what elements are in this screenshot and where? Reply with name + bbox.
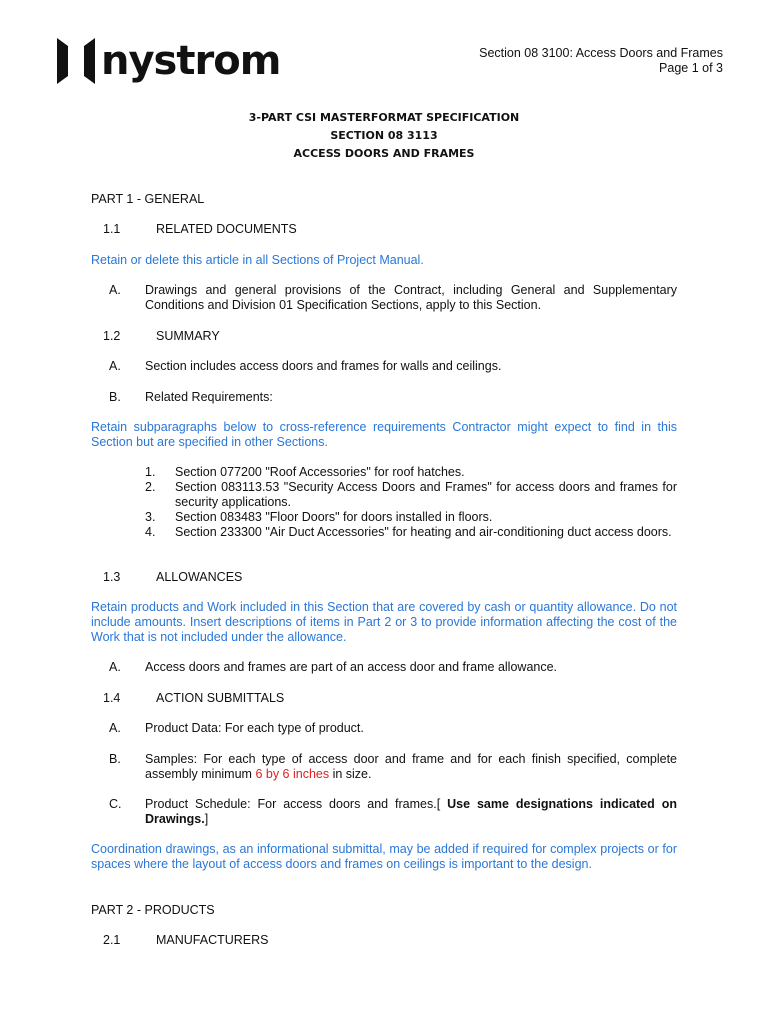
note-1-4: Coordination drawings, as an informational submittal, may be added if required for complex projects or for spaces where the layout of access doors and frames on ceilings is important to the design. — [91, 842, 677, 871]
article-2-1-number: 2.1 — [103, 933, 121, 947]
article-2-1-title: MANUFACTURERS — [156, 933, 269, 947]
page-header — [479, 46, 723, 76]
para-1-4-c-bold: Use same designations indicated on Drawings. — [145, 797, 677, 826]
list-item — [145, 480, 677, 510]
para-1-4-b-text-end: in size. — [329, 767, 372, 781]
note-1-2: Retain subparagraphs below to cross-reference requirements Contractor might expect to find in this Section but are specified in other Sections. — [91, 420, 677, 449]
article-1-3-title: ALLOWANCES — [156, 570, 243, 584]
para-1-4-b-text — [145, 752, 677, 782]
para-1-4-c-text-start: Product Schedule: For access doors and frames.[ — [145, 797, 441, 811]
para-1-3-a-letter: A. — [109, 660, 121, 674]
para-1-4-c-letter: C. — [109, 797, 122, 811]
para-1-2-a-text: Section includes access doors and frames for walls and ceilings. — [145, 359, 502, 373]
title-line-3: ACCESS DOORS AND FRAMES — [293, 147, 475, 160]
related-requirements-list — [145, 465, 677, 540]
para-1-4-c-text-end: ] — [204, 812, 209, 826]
article-1-2-title: SUMMARY — [156, 329, 220, 343]
list-item-number: 4. — [145, 525, 156, 539]
list-item — [145, 525, 677, 540]
part-1-heading: PART 1 - GENERAL — [91, 192, 205, 206]
para-1-1-a-text: Drawings and general provisions of the Contract, including General and Supplementary Conditions and Division 01 Specification Sections, apply to this Section. — [145, 283, 677, 312]
title-line-1: 3-PART CSI MASTERFORMAT SPECIFICATION — [248, 111, 520, 124]
para-1-4-a-text: Product Data: For each type of product. — [145, 721, 364, 735]
para-1-4-b-letter: B. — [109, 752, 121, 766]
para-1-2-b-text: Related Requirements: — [145, 390, 273, 404]
list-item — [145, 510, 677, 525]
note-1-1: Retain or delete this article in all Sections of Project Manual. — [91, 253, 424, 267]
part-2-heading: PART 2 - PRODUCTS — [91, 903, 215, 917]
list-item-text: Section 077200 "Roof Accessories" for roof hatches. — [175, 465, 465, 479]
sample-size-value: 6 by 6 inches — [255, 767, 330, 781]
list-item-text: Section 083113.53 "Security Access Doors and Frames" for access doors and frames for security applications. — [175, 480, 677, 509]
document-title — [0, 109, 768, 163]
article-1-1-number: 1.1 — [103, 222, 121, 236]
header-section: Section 08 3100: Access Doors and Frames — [479, 46, 723, 60]
para-1-2-b-letter: B. — [109, 390, 121, 404]
para-1-3-a-text: Access doors and frames are part of an access door and frame allowance. — [145, 660, 558, 674]
header-page-number: Page 1 of 3 — [659, 61, 723, 75]
list-item-number: 3. — [145, 510, 156, 524]
title-line-2: SECTION 08 3113 — [330, 129, 438, 142]
note-1-3: Retain products and Work included in this Section that are covered by cash or quantity allowance. Do not include amounts. Insert descriptions of items in Part 2 or 3 to provide information affecting the cost of the Work that is not included under the allowance. — [91, 600, 677, 644]
nystrom-logo-mark-icon — [57, 38, 95, 84]
para-1-4-b-text-start: Samples: For each type of access door and frame and for each finish specified, complete assembly minimum — [145, 752, 677, 781]
brand-name: nystrom — [101, 38, 281, 84]
para-1-4-a-letter: A. — [109, 721, 121, 735]
article-1-4-title: ACTION SUBMITTALS — [156, 691, 285, 705]
para-1-2-a-letter: A. — [109, 359, 121, 373]
para-1-4-c-text — [145, 797, 677, 827]
list-item-text: Section 083483 "Floor Doors" for doors installed in floors. — [175, 510, 493, 524]
nystrom-logo — [57, 38, 280, 84]
list-item-number: 1. — [145, 465, 156, 479]
article-1-2-number: 1.2 — [103, 329, 121, 343]
para-1-1-a-letter: A. — [109, 283, 121, 297]
list-item-number: 2. — [145, 480, 156, 494]
article-1-1-title: RELATED DOCUMENTS — [156, 222, 297, 236]
list-item-text: Section 233300 "Air Duct Accessories" for heating and air-conditioning duct access doors. — [175, 525, 672, 539]
list-item — [145, 465, 677, 480]
article-1-3-number: 1.3 — [103, 570, 121, 584]
article-1-4-number: 1.4 — [103, 691, 121, 705]
